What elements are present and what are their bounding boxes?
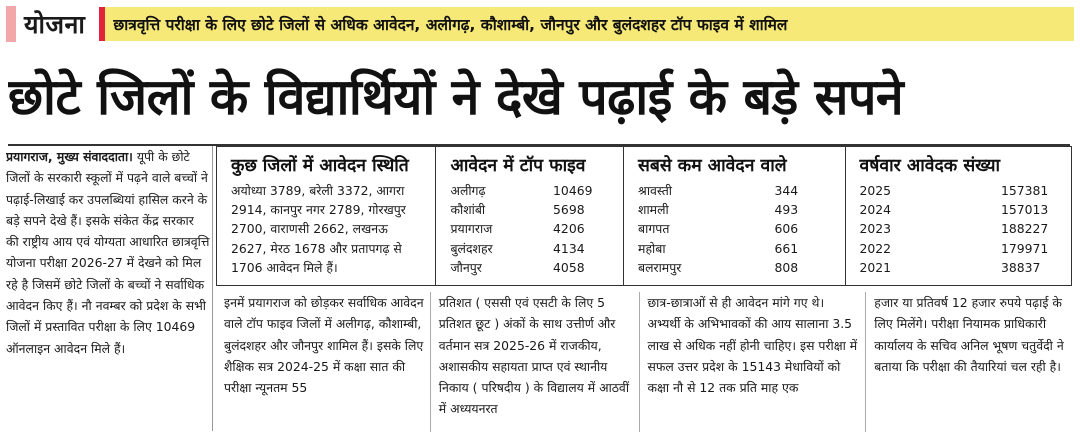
district-value: 344: [774, 183, 799, 198]
district-value: 493: [774, 202, 799, 218]
district-name: महोबा: [638, 240, 666, 256]
body-column-1: इनमें प्रयागराज को छोड़कर सर्वाधिक आवेदन वाले टॉप फाइव जिलों में अलीगढ़, कौशाम्बी, बुलंदशहर और जौनपुर शामिल हैं। इसके लिए शैक्षिक सत्र 2024-25 में कक्षा सात की परीक्षा न्यूनतम 55: [224, 295, 424, 396]
body-column-4: हजार या प्रतिवर्ष 12 हजार रुपये पढ़ाई के लिए मिलेंगे। परीक्षा नियामक प्राधिकारी कार्यालय के सचिव अनिल भूषण चतुर्वेदी ने बताया कि परीक्षा की तैयारियां चल रही है।: [874, 295, 1064, 374]
list-item: [638, 181, 834, 200]
list-item: [638, 200, 834, 219]
district-name: श्रावस्ती: [638, 183, 673, 198]
district-value: 10469: [553, 183, 593, 198]
list-item: [450, 181, 613, 200]
district-value: 4058: [553, 259, 585, 275]
year: 2022: [859, 240, 892, 256]
list-item: [450, 239, 613, 258]
tag-accent-bar: [6, 6, 16, 42]
list-item: [638, 219, 834, 238]
body-column-3: छात्र-छात्राओं से ही आवेदन मांगे गए थे। अभ्यर्थी के अभिभावकों की आय सालाना 3.5 लाख से अधिक नहीं होनी चाहिए। इस परीक्षा में सफल उत्तर प्रदेश के 15143 मेधावियों को कक्षा नौ से 12 तक प्रति माह एक: [647, 295, 858, 396]
sub-headline: छात्रवृत्ति परीक्षा के लिए छोटे जिलों से अधिक आवेदन, अलीगढ़, कौशाम्बी, जौनपुर और बुलंदशहर टॉप फाइव में शामिल: [99, 7, 1074, 41]
applicant-count: 179971: [1001, 240, 1049, 256]
applicant-count: 157381: [1001, 183, 1049, 198]
list-item: [860, 181, 1061, 200]
lead-paragraph: [6, 146, 210, 431]
applicant-count: 157013: [1001, 202, 1049, 218]
list-item: [450, 219, 613, 238]
year: 2023: [859, 221, 892, 237]
list-item: [860, 200, 1061, 219]
lowest-box: [624, 147, 845, 285]
district-name: शामली: [638, 202, 669, 218]
district-name: जौनपुर: [450, 259, 482, 275]
top-five-title: आवेदन में टॉप फाइव: [450, 156, 586, 176]
column-divider: [212, 146, 213, 431]
top-five-box: [436, 147, 624, 285]
district-name: बलरामपुर: [638, 259, 682, 275]
lowest-list: [638, 181, 834, 277]
top-five-list: [450, 181, 613, 277]
year: 2025: [859, 183, 892, 198]
district-value: 4206: [553, 221, 585, 237]
district-name: बुलंदशहर: [450, 240, 493, 256]
district-value: 661: [774, 240, 799, 256]
district-name: अलीगढ़: [450, 183, 486, 198]
body-columns: [216, 292, 1072, 432]
district-value: 4134: [553, 240, 585, 256]
body-column-2: प्रतिशत ( एससी एवं एसटी के लिए 5 प्रतिशत छूट ) अंकों के साथ उत्तीर्ण और वर्तमान सत्र 2025-26 में राजकीय, अशासकीय सहायता प्राप्त एवं स्थानीय निकाय ( परिषदीय ) के विद्यालय में आठवीं में अध्ययनरत: [438, 295, 630, 417]
yearwise-box: [846, 147, 1071, 285]
applicant-count: 38837: [1001, 259, 1041, 275]
district-value: 808: [774, 259, 799, 275]
district-value: 606: [774, 221, 799, 237]
yearwise-title: वर्षवार आवेदक संख्या: [859, 156, 1001, 176]
year: 2021: [859, 259, 892, 275]
list-item: [450, 258, 613, 277]
header-row: [6, 6, 1074, 42]
year: 2024: [859, 202, 892, 218]
dateline: प्रयागराज, मुख्य संवाददाता।: [6, 149, 133, 164]
district-value: 5698: [553, 202, 585, 218]
list-item: [638, 239, 834, 258]
info-boxes: [216, 146, 1072, 286]
list-item: [450, 200, 613, 219]
lowest-title: सबसे कम आवेदन वाले: [638, 156, 787, 176]
list-item: [860, 219, 1061, 238]
headline: छोटे जिलों के विद्यार्थियों ने देखे पढ़ाई के बड़े सपने: [8, 68, 904, 126]
district-status-text: अयोध्या 3789, बरेली 3372, आगरा 2914, कानपुर नगर 2789, गोरखपुर 2700, वाराणसी 2662, लखनऊ 2627, मेरठ 1678 और प्रतापगढ़ से 1706 आवेदन मिले हैं।: [231, 183, 406, 275]
district-name: कौशांबी: [450, 202, 486, 218]
list-item: [638, 258, 834, 277]
lead-text: यूपी के छोटे जिलों के सरकारी स्कूलों में पढ़ने वाले बच्चों ने पढ़ाई-लिखाई कर उपलब्धियां हासिल करने के बड़े सपने देखे हैं। इसके संकेत केंद्र सरकार की राष्ट्रीय आय एवं योग्यता आधारित छात्रवृत्ति योजना परीक्षा 2026-27 में देखने को मिल रहे है जिसमें छोटे जिलों के बच्चों ने सर्वाधिक आवेदन किए हैं। नौ नवम्बर को प्रदेश के सभी जिलों में प्रस्तावित परीक्षा के लिए 10469 ऑनलाइन आवेदन मिले हैं।: [6, 149, 210, 356]
district-name: प्रयागराज: [450, 221, 493, 237]
district-name: बागपत: [638, 221, 670, 237]
list-item: [860, 239, 1061, 258]
district-status-box: [217, 147, 436, 285]
section-tag: योजना: [24, 10, 86, 39]
applicant-count: 188227: [1001, 221, 1049, 237]
district-status-title: कुछ जिलों में आवेदन स्थिति: [231, 156, 409, 176]
list-item: [860, 258, 1061, 277]
yearwise-list: [860, 181, 1061, 277]
